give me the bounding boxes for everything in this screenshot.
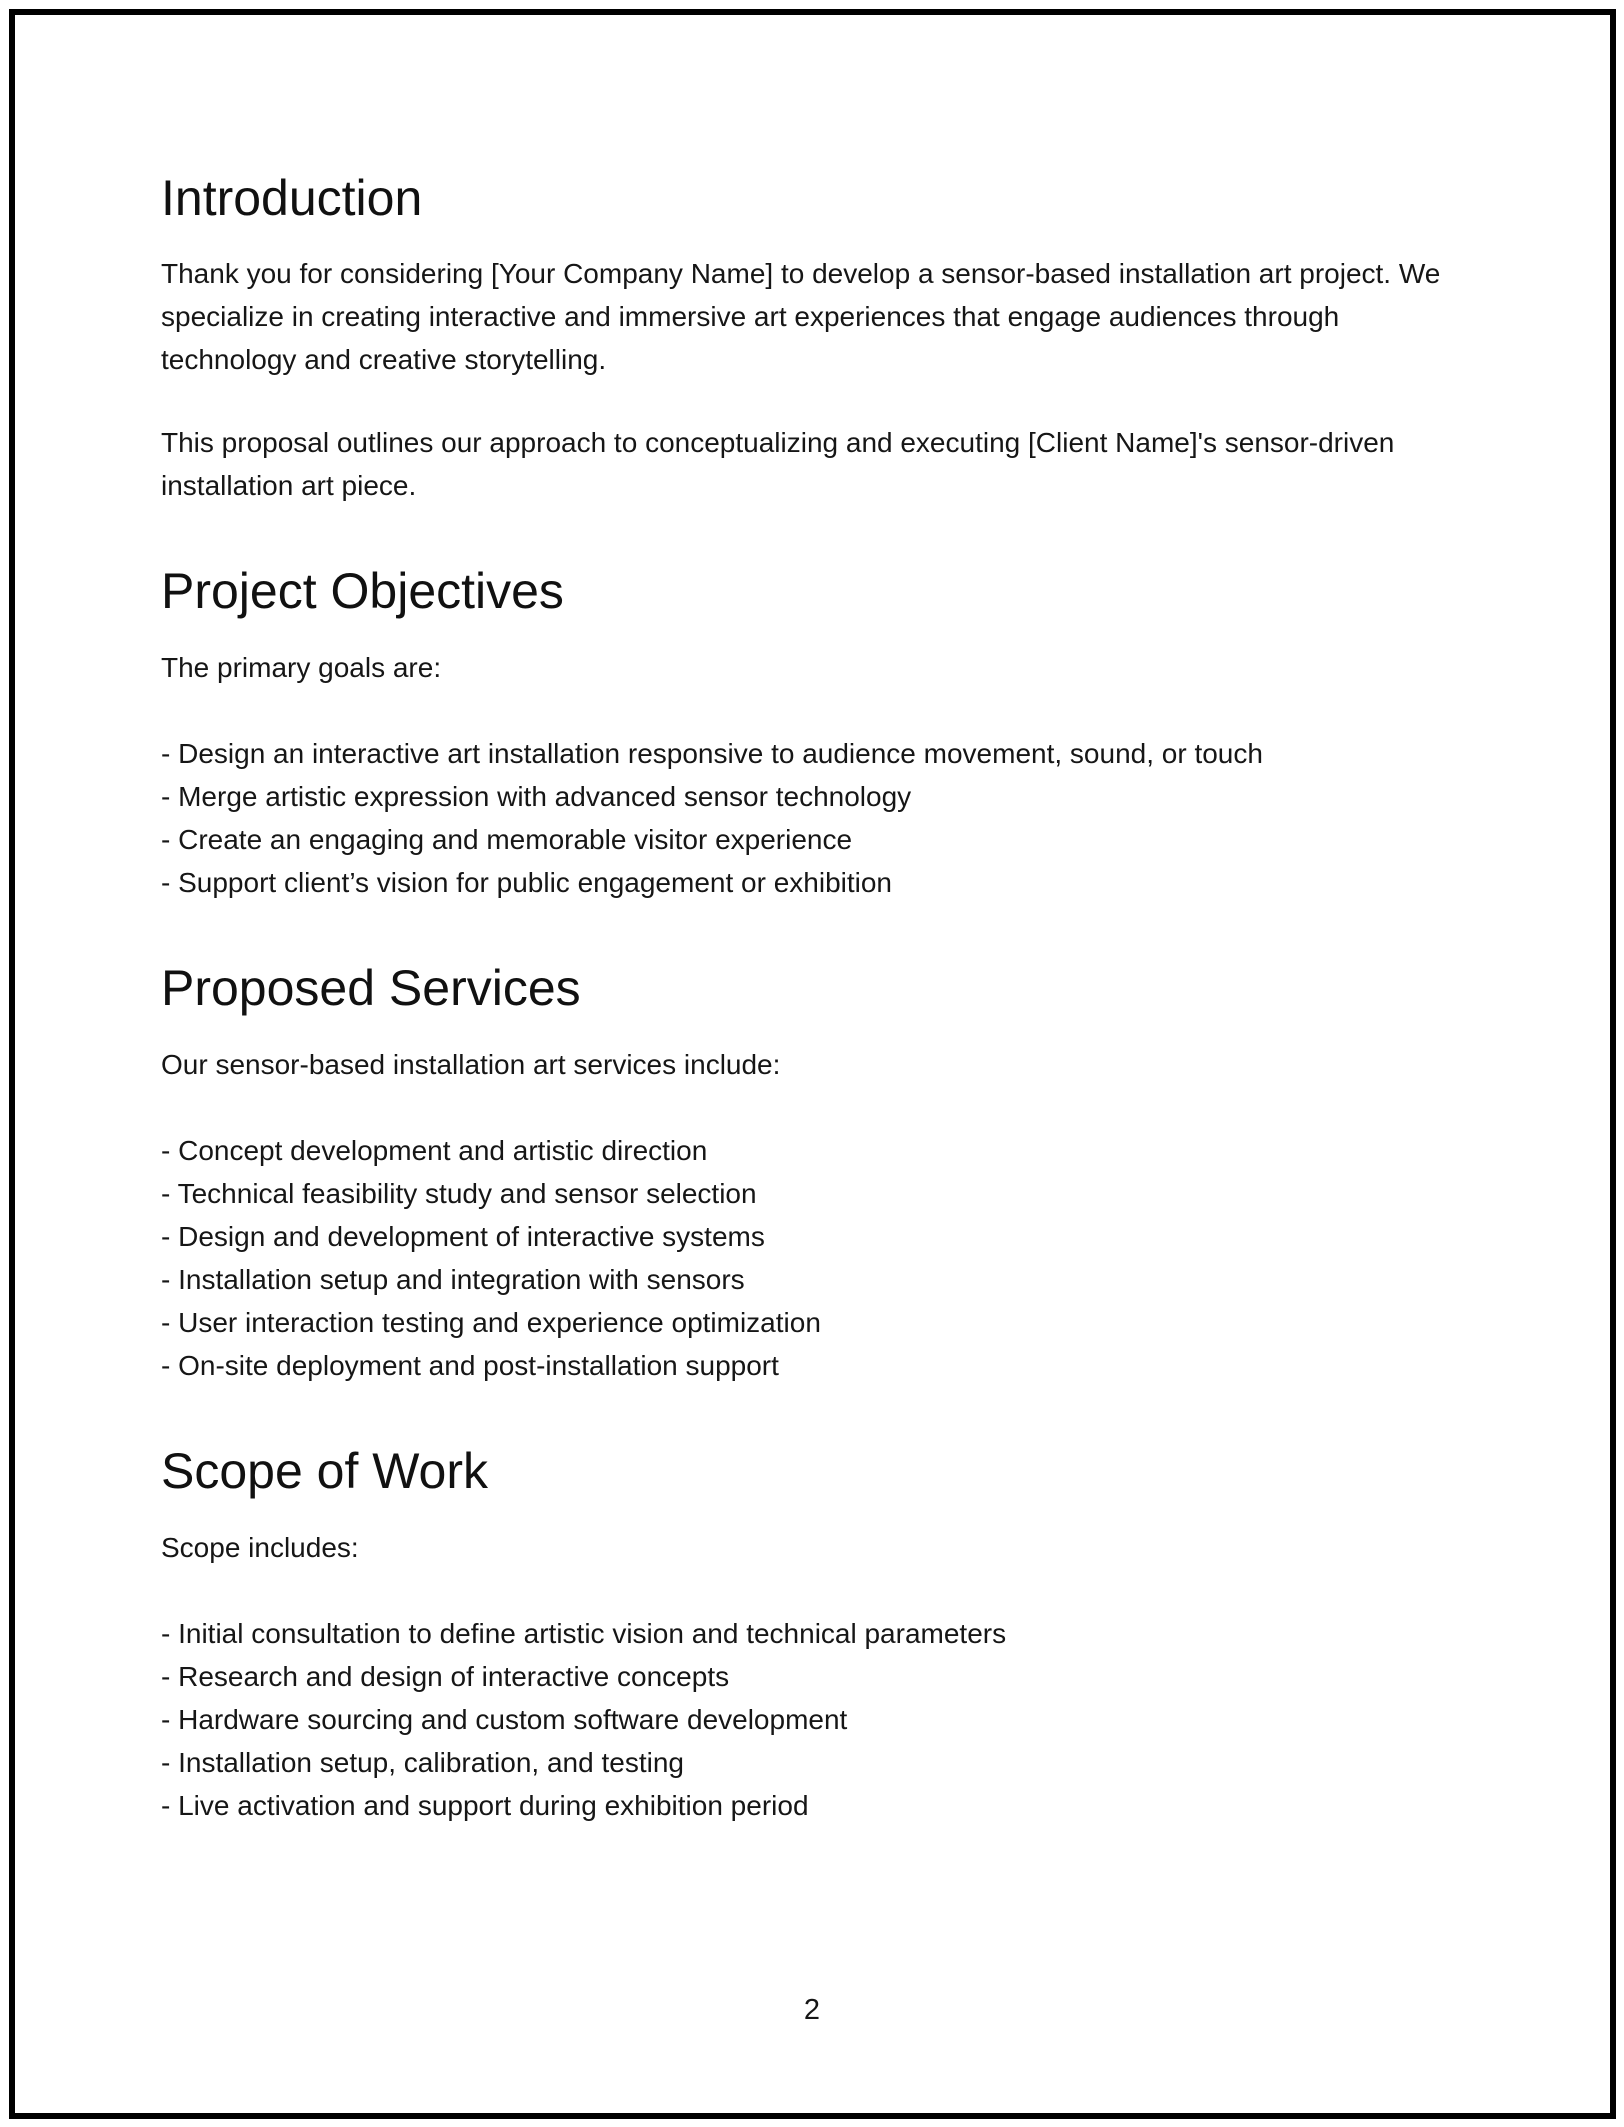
scope-item: - Research and design of interactive concepts	[161, 1661, 730, 1692]
scope-of-work-lead: Scope includes:	[161, 1532, 359, 1563]
objective-item: - Merge artistic expression with advanced sensor technology	[161, 781, 912, 812]
service-item: - Concept development and artistic direction	[161, 1135, 708, 1166]
scope-item: - Installation setup, calibration, and testing	[161, 1747, 684, 1778]
scope-item: - Initial consultation to define artistic vision and technical parameters	[161, 1618, 1007, 1649]
scope-of-work-list	[161, 1612, 1463, 1827]
page-content	[161, 0, 1463, 1827]
service-item: - Design and development of interactive systems	[161, 1221, 765, 1252]
objective-item: - Design an interactive art installation responsive to audience movement, sound, or touch	[161, 738, 1263, 769]
project-objectives-list	[161, 732, 1463, 904]
objective-item: - Support client’s vision for public engagement or exhibition	[161, 867, 893, 898]
project-objectives-lead: The primary goals are:	[161, 652, 442, 683]
scope-item: - Live activation and support during exhibition period	[161, 1790, 809, 1821]
objective-item: - Create an engaging and memorable visitor experience	[161, 824, 853, 855]
introduction-paragraph-2: This proposal outlines our approach to conceptualizing and executing [Client Name]'s sensor-driven installation art piece.	[161, 427, 1395, 501]
service-item: - User interaction testing and experience optimization	[161, 1307, 821, 1338]
heading-introduction: Introduction	[161, 170, 423, 226]
introduction-paragraph-1: Thank you for considering [Your Company Name] to develop a sensor-based installation art project. We specialize in creating interactive and immersive art experiences that engage audiences through technology and creative storytelling.	[161, 258, 1441, 375]
service-item: - Installation setup and integration with sensors	[161, 1264, 745, 1295]
proposed-services-list	[161, 1129, 1463, 1387]
service-item: - On-site deployment and post-installation support	[161, 1350, 779, 1381]
service-item: - Technical feasibility study and sensor selection	[161, 1178, 757, 1209]
proposed-services-lead: Our sensor-based installation art services include:	[161, 1049, 781, 1080]
scope-item: - Hardware sourcing and custom software development	[161, 1704, 848, 1735]
heading-scope-of-work: Scope of Work	[161, 1443, 489, 1499]
page-number: 2	[803, 1994, 821, 2026]
heading-project-objectives: Project Objectives	[161, 563, 564, 619]
heading-proposed-services: Proposed Services	[161, 960, 581, 1016]
